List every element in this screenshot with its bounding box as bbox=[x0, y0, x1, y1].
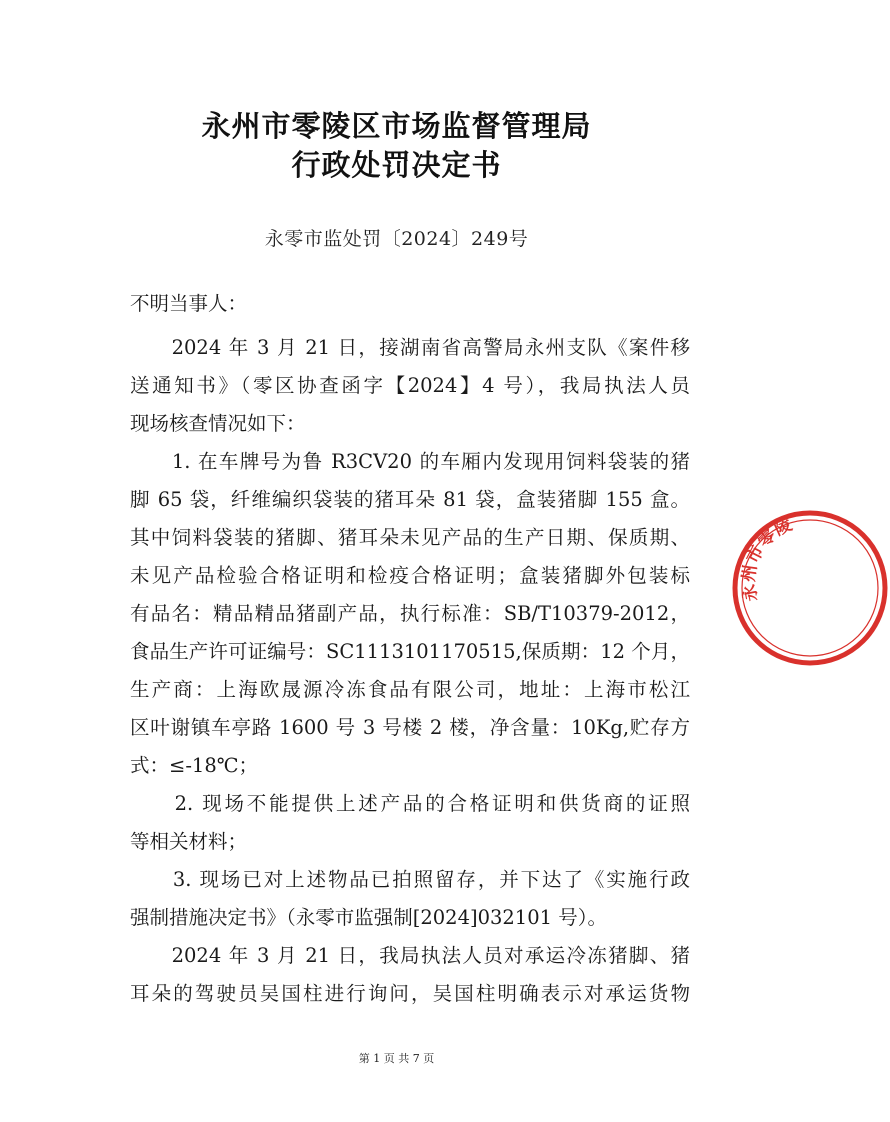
body-line: 区叶谢镇车亭路 1600 号 3 号楼 2 楼，净含量：10Kg,贮存方 bbox=[130, 716, 690, 739]
body-line: 式：≤-18℃； bbox=[130, 754, 259, 777]
body-line: 2. 现场不能提供上述产品的合格证明和供货商的证照 bbox=[130, 792, 690, 815]
party-line: 不明当事人： bbox=[130, 292, 248, 315]
body-line: 有品名：精品精品猪副产品，执行标准：SB/T10379-2012， bbox=[130, 602, 690, 625]
body-line: 送通知书》（零区协查函字【2024】4 号），我局执法人员 bbox=[130, 374, 690, 397]
body-line: 现场核查情况如下： bbox=[130, 412, 306, 435]
body-line: 2024 年 3 月 21 日，接湖南省高警局永州支队《案件移 bbox=[130, 336, 690, 359]
body-line: 生产商：上海欧晟源冷冻食品有限公司，地址：上海市松江 bbox=[130, 678, 690, 701]
body-line: 其中饲料袋装的猪脚、猪耳朵未见产品的生产日期、保质期、 bbox=[130, 526, 690, 549]
svg-text:永州市零陵: 永州市零陵 bbox=[738, 514, 797, 604]
body-line: 等相关材料； bbox=[130, 830, 248, 853]
document-number: 永零市监处罚〔2024〕249号 bbox=[264, 228, 529, 250]
body-line: 2024 年 3 月 21 日，我局执法人员对承运冷冻猪脚、猪 bbox=[130, 944, 690, 967]
body-line: 3. 现场已对上述物品已拍照留存，并下达了《实施行政 bbox=[130, 868, 690, 891]
page-indicator: 第 1 页 共 7 页 bbox=[358, 1052, 435, 1065]
body-line: 食品生产许可证编号：SC1113101170515,保质期：12 个月， bbox=[130, 640, 690, 663]
body-line: 强制措施决定书》（永零市监强制[2024]032101 号）。 bbox=[130, 906, 607, 929]
official-seal bbox=[730, 508, 890, 668]
body-line: 脚 65 袋，纤维编织袋装的猪耳朵 81 袋，盒装猪脚 155 盒。 bbox=[130, 488, 690, 511]
document-type-title: 行政处罚决定书 bbox=[291, 148, 502, 182]
body-line: 未见产品检验合格证明和检疫合格证明；盒装猪脚外包装标 bbox=[130, 564, 690, 587]
body-line: 耳朵的驾驶员吴国柱进行询问，吴国柱明确表示对承运货物 bbox=[130, 982, 690, 1005]
body-line: 1. 在车牌号为鲁 R3CV20 的车厢内发现用饲料袋装的猪 bbox=[130, 450, 690, 473]
agency-title: 永州市零陵区市场监督管理局 bbox=[201, 109, 592, 143]
